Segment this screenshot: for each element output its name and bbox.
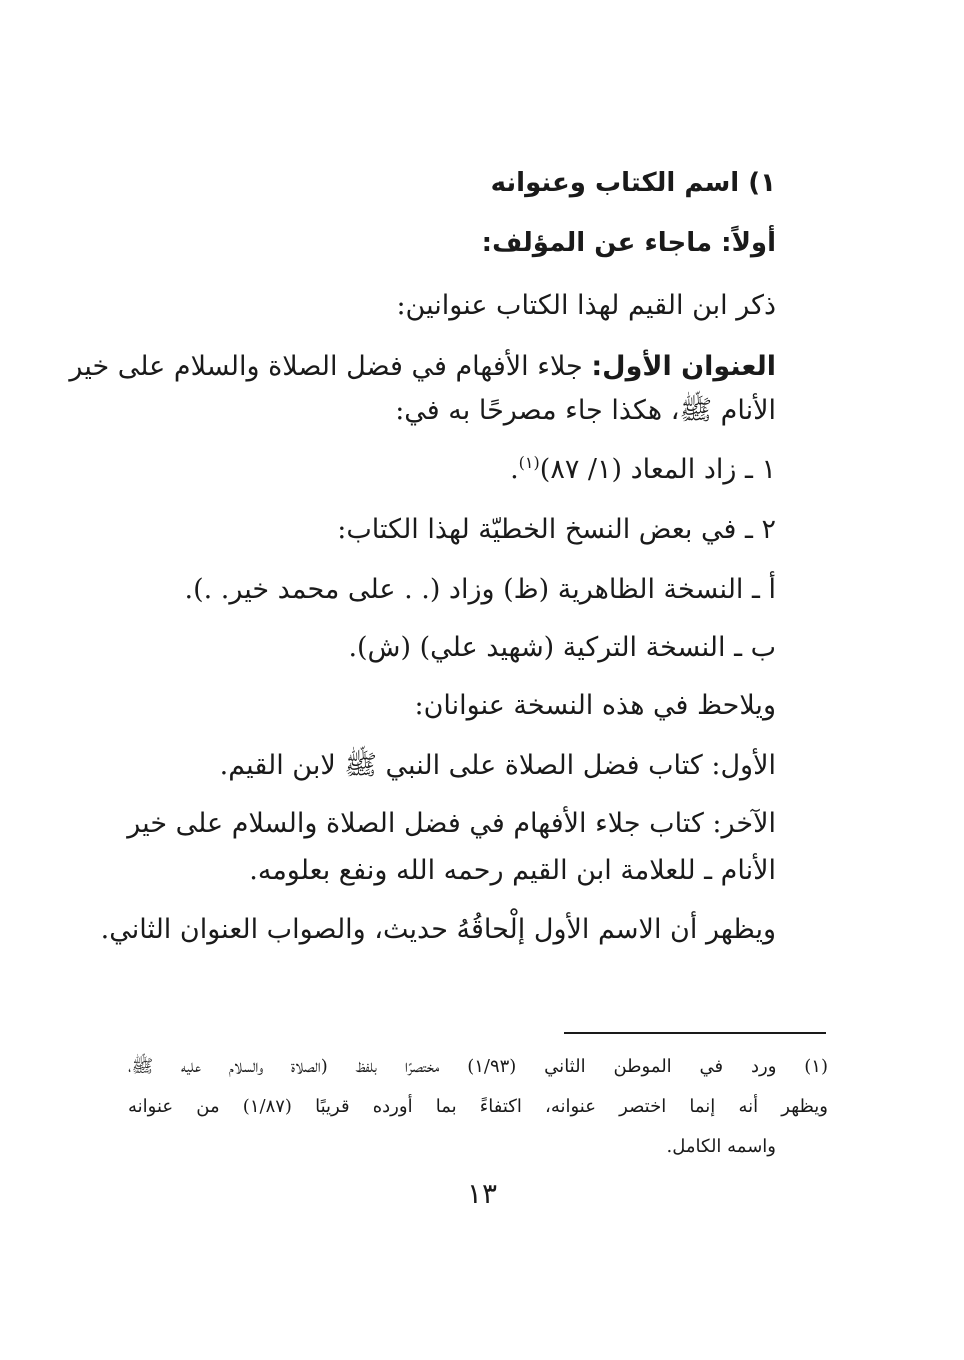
conclusion-paragraph: ويظهر أن الاسم الأول إلْحاقُهُ حديث، والصواب العنوان الثاني.: [100, 914, 776, 945]
page-number: ١٣: [466, 1177, 498, 1210]
intro-paragraph: ذكر ابن القيم لهذا الكتاب عنوانين:: [396, 290, 776, 321]
footnote-line2: ويظهر أنه إنما اختصر عنوانه، اكتفاءً بما أورده قريبًا (١/٨٧) من عنوانه: [128, 1096, 828, 1117]
second-variant-line1: الآخر: كتاب جلاء الأفهام في فضل الصلاة والسلام على خير: [127, 808, 776, 839]
second-variant-line2: الأنام ـ للعلامة ابن القيم رحمه الله ونفع بعلومه.: [249, 855, 776, 886]
list-item-1-text: ١ ـ زاد المعاد (١/ ٨٧): [539, 454, 776, 485]
list-item-2: ٢ ـ في بعض النسخ الخطيّة لهذا الكتاب:: [337, 514, 776, 545]
footnote-separator: [564, 1032, 826, 1034]
first-title-label: العنوان الأول:: [591, 351, 776, 382]
list-item-2a: أ ـ النسخة الظاهرية (ظ) وزاد (. . على محمد خير. .).: [184, 574, 776, 605]
observation-paragraph: ويلاحظ في هذه النسخة عنوانان:: [414, 690, 776, 721]
footnote-reference[interactable]: (١): [518, 453, 540, 472]
subsection-title: أولاً: ماجاء عن المؤلف:: [481, 228, 776, 258]
footnote-line1: (١) ورد في الموطن الثاني (١/٩٣) مختصرًا بلفظ (الصلاة والسلام عليه ﷺ،: [128, 1056, 828, 1077]
list-item-1: [510, 452, 776, 488]
footnote-line3: واسمه الكامل.: [666, 1136, 776, 1157]
section-title: ١) اسم الكتاب وعنوانه: [490, 168, 776, 198]
first-title-line1: [69, 349, 776, 385]
first-title-line2: الأنام ﷺ، هكذا جاء مصرحًا به في:: [395, 395, 776, 426]
first-variant: الأول: كتاب فضل الصلاة على النبي ﷺ لابن القيم.: [219, 750, 776, 781]
list-item-2b: ب ـ النسخة التركية (شهيد علي) (ش).: [348, 632, 776, 663]
first-title-text: جلاء الأفهام في فضل الصلاة والسلام على خير: [69, 351, 583, 382]
list-item-1-end: .: [510, 454, 519, 485]
